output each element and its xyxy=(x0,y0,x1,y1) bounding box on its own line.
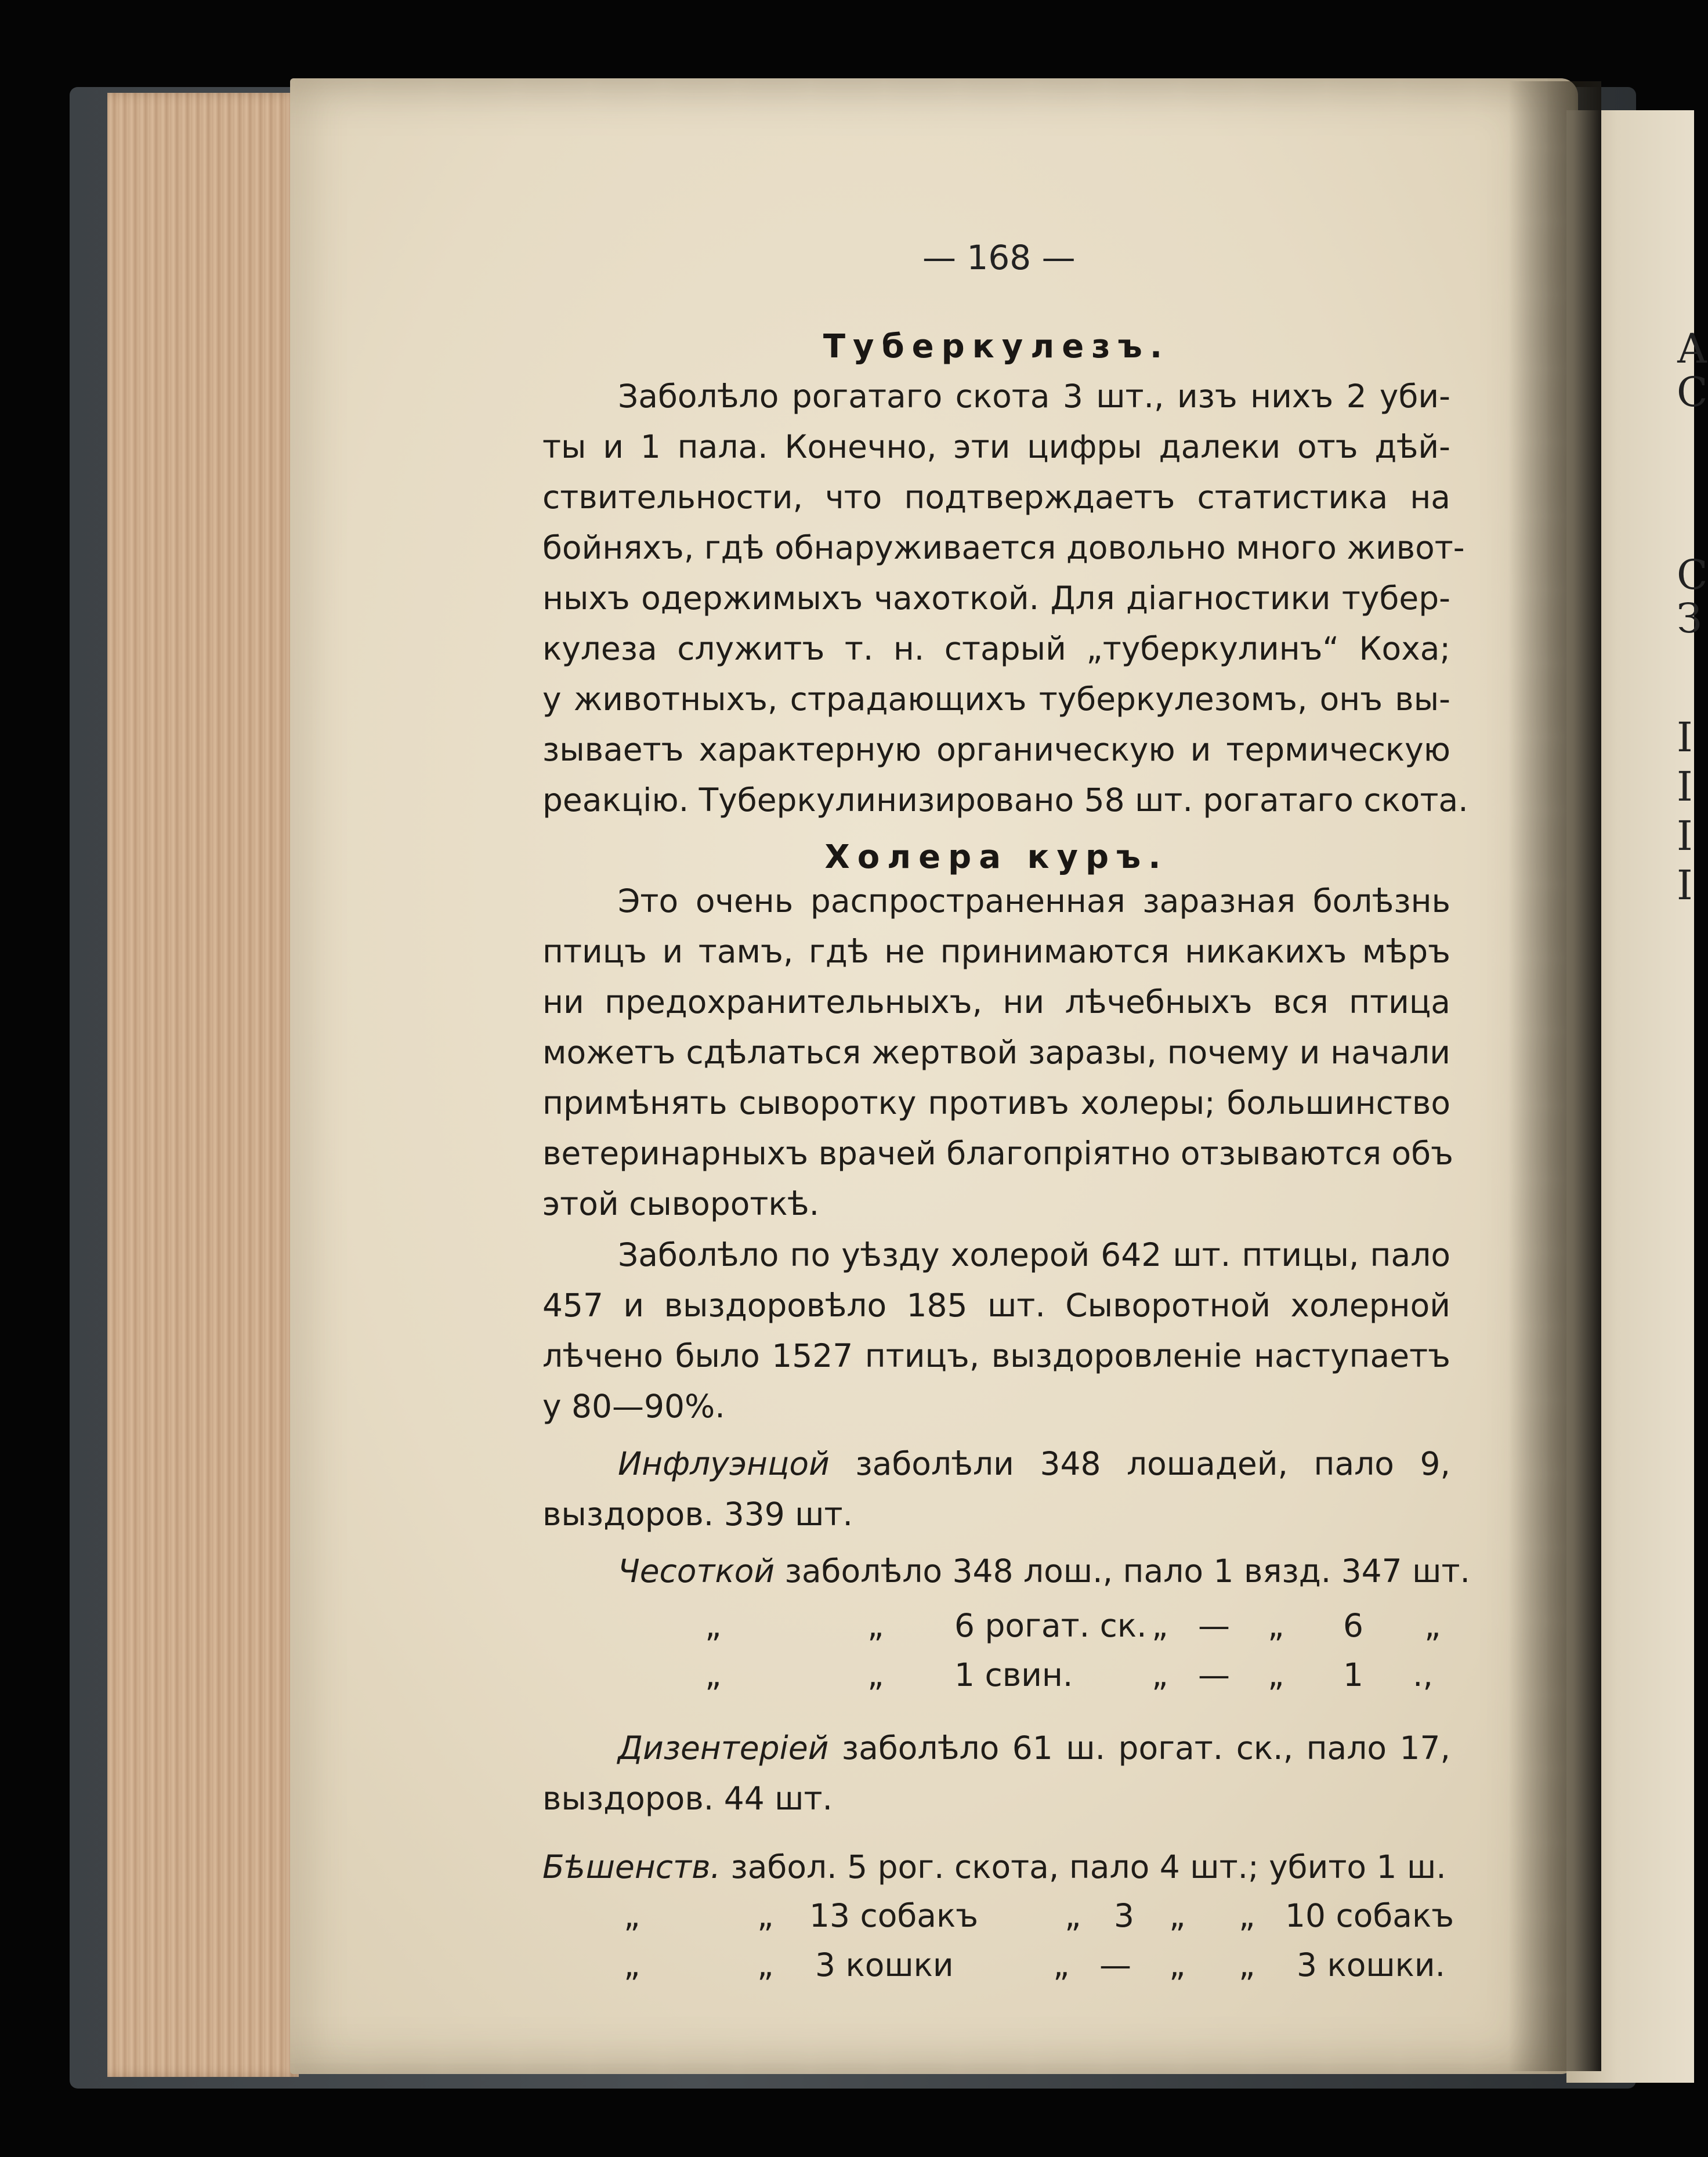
ditto-mark: „ xyxy=(867,1656,884,1693)
right-page-fragment: I xyxy=(1677,714,1693,761)
table-cell: — xyxy=(1198,1656,1230,1693)
ditto-mark: „ xyxy=(705,1656,722,1693)
page-edges xyxy=(107,93,299,2077)
text-line: ветеринарныхъ врачей благопріятно отзываются объ xyxy=(542,1135,1453,1172)
table-cell: 13 собакъ xyxy=(809,1897,979,1934)
text-line: у животныхъ, страдающихъ туберкулезомъ, онъ вы- xyxy=(542,681,1450,718)
ditto-mark: „ xyxy=(1268,1656,1284,1693)
ditto-mark: „ xyxy=(1152,1607,1168,1644)
ditto-mark: „ xyxy=(1152,1656,1168,1693)
paragraph-dysentery xyxy=(542,1723,1450,1824)
ditto-mark: „ xyxy=(1065,1897,1081,1934)
term-influenza: Инфлуэнцой xyxy=(618,1445,830,1482)
text-line: ныхъ одержимыхъ чахоткой. Для діагностики тубер- xyxy=(542,580,1450,617)
text-fragment: заболѣли 348 лошадей, пало 9, xyxy=(829,1445,1450,1482)
text-line: ствительности, что подтверждаетъ статистика на xyxy=(542,479,1450,516)
text-line: птицъ и тамъ, гдѣ не принимаются никакихъ мѣръ xyxy=(542,933,1450,970)
text-line xyxy=(542,1439,1450,1489)
table-row xyxy=(542,1656,1450,1703)
right-page-fragment: I xyxy=(1677,763,1693,810)
table-cell: 6 xyxy=(1343,1607,1363,1644)
paragraph-tuberculosis xyxy=(542,371,1468,826)
text-line: этой сывороткѣ. xyxy=(542,1185,820,1222)
text-line: бойняхъ, гдѣ обнаруживается довольно много живот- xyxy=(542,529,1465,566)
text-line: Заболѣло рогатаго скота 3 шт., изъ нихъ 2 уби- xyxy=(618,378,1450,415)
ditto-mark: „ xyxy=(867,1607,884,1644)
text-fragment: заболѣло 61 ш. рогат. ск., пало 17, xyxy=(828,1729,1450,1767)
text-line: лѣчено было 1527 птицъ, выздоровленіе наступаетъ xyxy=(542,1337,1450,1374)
right-page-fragment: А xyxy=(1677,325,1708,372)
text-line: зываетъ характерную органическую и термическую xyxy=(542,731,1450,768)
text-fragment: заболѣло 348 лош., пало 1 вязд. 347 шт. xyxy=(775,1552,1471,1590)
paragraph-influenza xyxy=(542,1439,1450,1540)
page-number: — 168 — xyxy=(922,238,1076,277)
text-line: ни предохранительныхъ, ни лѣчебныхъ вся птица xyxy=(542,983,1450,1020)
right-page-fragment: I xyxy=(1677,812,1693,860)
table-cell: 10 собакъ xyxy=(1285,1897,1454,1934)
text-fragment: забол. 5 рог. скота, пало 4 шт.; убито 1 ш. xyxy=(721,1848,1446,1885)
term-dysentery: Дизентеріей xyxy=(618,1729,829,1767)
section-heading-cholera: Холера куръ. xyxy=(824,838,1168,876)
text-line: кулеза служитъ т. н. старый „туберкулинъ“ Коха; xyxy=(542,630,1450,667)
ditto-mark: „ xyxy=(757,1897,774,1934)
text-line: у 80—90%. xyxy=(542,1388,725,1425)
ditto-mark: „ xyxy=(624,1897,640,1934)
ditto-mark: „ xyxy=(1424,1607,1441,1644)
paragraph-cholera-2 xyxy=(542,1230,1450,1432)
ditto-mark: „ xyxy=(1268,1607,1284,1644)
right-page-fragment: С xyxy=(1677,551,1708,599)
table-cell: 3 xyxy=(1114,1897,1134,1934)
section-heading-tuberculosis: Туберкулезъ. xyxy=(823,328,1170,365)
text-line xyxy=(542,1546,1471,1597)
table-cell: — xyxy=(1198,1607,1230,1644)
text-line: можетъ сдѣлаться жертвой заразы, почему и начали xyxy=(542,1034,1450,1071)
text-line xyxy=(542,1842,1450,1892)
term-rabies: Бѣшенств. xyxy=(542,1848,721,1885)
text-line: примѣнять сыворотку противъ холеры; большинство xyxy=(542,1084,1450,1121)
ditto-mark: „ xyxy=(757,1946,774,1984)
ditto-mark: ., xyxy=(1413,1656,1433,1693)
ditto-mark: „ xyxy=(624,1946,640,1984)
text-line xyxy=(542,1723,1450,1774)
text-line: выздоров. 339 шт. xyxy=(542,1496,853,1533)
paragraph-rabies xyxy=(542,1842,1450,1892)
text-line: Это очень распространенная заразная болѣзнь xyxy=(618,882,1450,920)
table-cell: 1 xyxy=(1343,1656,1363,1693)
ditto-mark: „ xyxy=(1239,1897,1255,1934)
table-cell: 3 кошки. xyxy=(1297,1946,1446,1984)
paragraph-cholera-1 xyxy=(542,876,1453,1229)
right-page-fragment: З xyxy=(1677,595,1702,642)
ditto-mark: „ xyxy=(1169,1897,1186,1934)
table-cell: 3 кошки xyxy=(815,1946,954,1984)
ditto-mark: „ xyxy=(1169,1946,1186,1984)
table-cell: — xyxy=(1099,1946,1131,1984)
table-row xyxy=(542,1897,1454,1944)
paragraph-scabies xyxy=(542,1546,1471,1597)
ditto-mark: „ xyxy=(1053,1946,1070,1984)
text-line: 457 и выздоровѣло 185 шт. Сыворотной холерной xyxy=(542,1287,1450,1324)
right-page-fragment: I xyxy=(1677,862,1693,909)
text-line: реакцію. Туберкулинизировано 58 шт. рогатаго скота. xyxy=(542,781,1468,819)
ditto-mark: „ xyxy=(1239,1946,1255,1984)
table-row xyxy=(542,1607,1450,1653)
right-page-fragment: С xyxy=(1677,368,1708,416)
text-line: выздоров. 44 шт. xyxy=(542,1780,833,1817)
text-line: Заболѣло по уѣзду холерой 642 шт. птицы, пало xyxy=(618,1236,1450,1273)
ditto-mark: „ xyxy=(705,1607,722,1644)
text-line: ты и 1 пала. Конечно, эти цифры далеки отъ дѣй- xyxy=(542,428,1450,465)
table-cell: 1 свин. xyxy=(954,1656,1073,1693)
term-scabies: Чесоткой xyxy=(618,1552,775,1590)
table-row xyxy=(542,1946,1450,1993)
book-gutter xyxy=(1508,81,1601,2071)
table-cell: 6 рогат. ск. xyxy=(954,1607,1147,1644)
